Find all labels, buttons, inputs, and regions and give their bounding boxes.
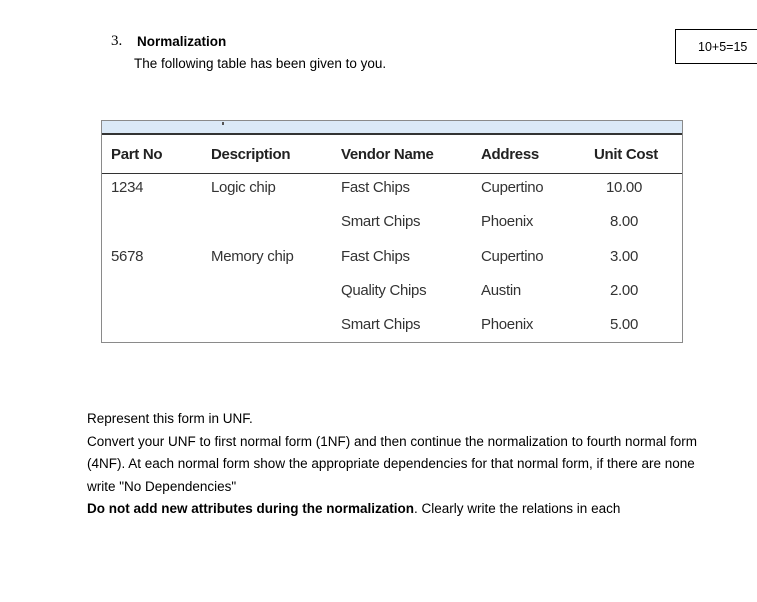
cell-unit-cost: 8.00 — [610, 213, 638, 230]
table-stray-mark — [222, 122, 224, 125]
cell-address: Austin — [481, 282, 521, 299]
header-unit-cost: Unit Cost — [594, 146, 658, 163]
header-part-no: Part No — [111, 146, 163, 163]
cell-unit-cost: 5.00 — [610, 316, 638, 333]
cell-vendor-name: Quality Chips — [341, 282, 427, 299]
cell-vendor-name: Fast Chips — [341, 179, 410, 196]
instruction-rest-part: . Clearly write the relations in each — [414, 501, 621, 516]
cell-unit-cost: 10.00 — [605, 179, 643, 196]
marks-text: 10+5=15 — [698, 39, 748, 54]
parts-table — [101, 120, 683, 343]
instruction-normalize: Convert your UNF to first normal form (1NF) and then continue the normalization to fourth normal form (4NF). At each normal form show the appropriate dependencies for that normal form, if there are none write "No Dependencies" — [87, 433, 697, 494]
header-vendor-name: Vendor Name — [341, 146, 434, 163]
cell-address: Cupertino — [481, 248, 544, 265]
header-address: Address — [481, 146, 539, 163]
instructions-text — [87, 408, 697, 521]
cell-vendor-name: Fast Chips — [341, 248, 410, 265]
cell-vendor-name: Smart Chips — [341, 213, 421, 230]
cell-unit-cost: 2.00 — [610, 282, 638, 299]
question-number: 3. — [111, 33, 123, 49]
marks-box — [675, 29, 757, 64]
cell-part-no: 5678 — [111, 248, 144, 265]
table-header-row — [102, 135, 682, 174]
cell-vendor-name: Smart Chips — [341, 316, 421, 333]
cell-description: Logic chip — [211, 179, 276, 196]
cell-address: Phoenix — [481, 213, 534, 230]
question-title: Normalization — [137, 34, 227, 49]
cell-address: Cupertino — [481, 179, 544, 196]
cell-address: Phoenix — [481, 316, 534, 333]
cell-unit-cost: 3.00 — [610, 248, 638, 265]
table-top-band — [102, 121, 682, 135]
cell-part-no: 1234 — [111, 179, 144, 196]
instruction-unf: Represent this form in UNF. — [87, 411, 253, 426]
question-intro: The following table has been given to you. — [134, 56, 387, 71]
instruction-bold-part: Do not add new attributes during the normalization — [87, 501, 414, 516]
instruction-no-new-attributes — [87, 498, 697, 521]
cell-description: Memory chip — [211, 248, 294, 265]
header-description: Description — [211, 146, 291, 163]
